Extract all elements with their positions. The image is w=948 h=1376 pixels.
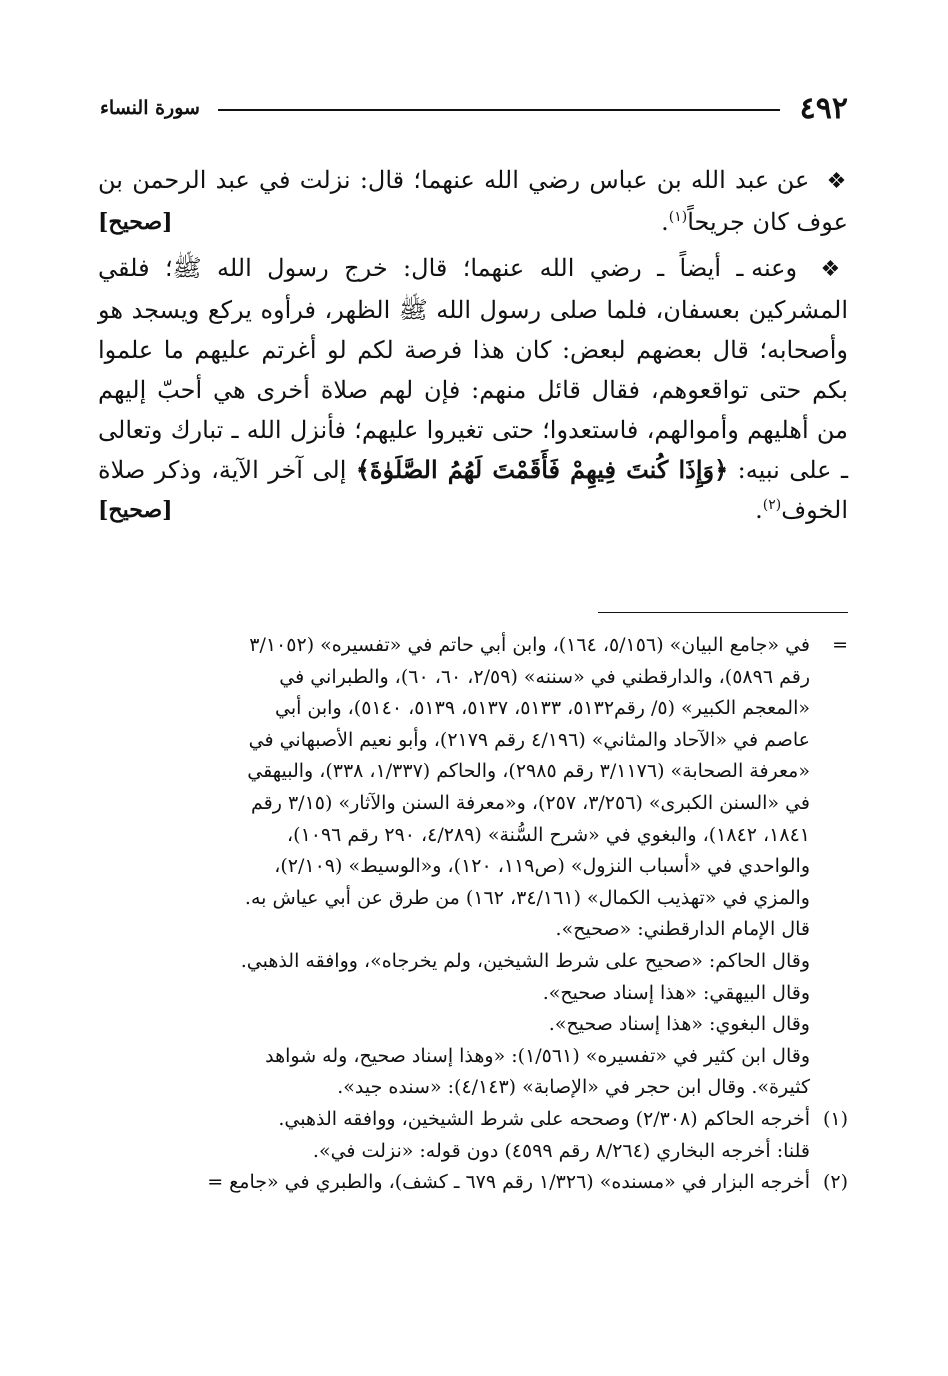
grade-label: [صحيح]	[98, 209, 173, 235]
footnote-line: قلنا: أخرجه البخاري (٨/٢٦٤ رقم ٤٥٩٩) دون قوله: «نزلت في».	[312, 1139, 810, 1162]
footnote-line: ١٨٤١، ١٨٤٢)، والبغوي في «شرح السُّنة» (٤/٢٨٩، ٢٩٠ رقم ١٠٩٦)،	[287, 823, 810, 846]
hadith-2-end: .	[755, 496, 763, 524]
footnote-line: رقم ٥٨٩٦)، والدارقطني في «سننه» (٢/٥٩، ٦٠، ٦٠)، والطبراني في	[279, 665, 810, 688]
footnote-line: عاصم في «الآحاد والمثاني» (٤/١٩٦ رقم ٢١٧٩)، وأبو نعيم الأصبهاني في	[248, 728, 810, 751]
footnote-line: والمزي في «تهذيب الكمال» (٣٤/١٦١، ١٦٢) من طرق عن أبي عياش به.	[244, 886, 810, 909]
footnote-1-marker: (١)	[822, 1107, 848, 1130]
footnote-line: كثيرة». وقال ابن حجر في «الإصابة» (٤/١٤٣): «سنده جيد».	[337, 1076, 810, 1099]
footnote-line: وقال ابن كثير في «تفسيره» (١/٥٦١): «وهذا إسناد صحيح، وله شواهد	[265, 1044, 810, 1067]
footnote-line: في «السنن الكبرى» (٣/٢٥٦، ٢٥٧)، و«معرفة السنن والآثار» (٣/١٥ رقم	[251, 791, 810, 814]
footnote-line: أخرجه البزار في «مسنده» (١/٣٢٦ رقم ٦٧٩ ـ كشف)، والطبري في «جامع =	[207, 1171, 810, 1194]
hadith-2	[98, 248, 848, 530]
quran-verse: ﴿وَإِذَا كُنتَ فِيهِمْ فَأَقَمْتَ لَهُمُ الصَّلَوٰةَ﴾	[355, 455, 729, 484]
hadith-1-end: .	[661, 208, 669, 236]
footnote-2-marker: (٢)	[822, 1171, 848, 1194]
page-number: ٤٩٢	[799, 90, 848, 126]
footnote-line: والواحدي في «أسباب النزول» (ص١١٩، ١٢٠)، و«الوسيط» (٢/١٠٩)،	[274, 855, 810, 878]
footnote-line: «معرفة الصحابة» (٣/١١٧٦ رقم ٢٩٨٥)، والحاكم (١/٣٣٧، ٣٣٨)، والبيهقي	[247, 760, 810, 783]
footnote-ref-1: (١)	[668, 209, 688, 225]
hadith-1-text: عن عبد الله بن عباس رضي الله عنهما؛ قال: نزلت في عبد الرحمن بن عوف كان جريحاً	[98, 166, 848, 236]
hadith-2-text: وعنه ـ أيضاً ـ رضي الله عنهما؛ قال: خرج رسول الله ﷺ؛ فلقي المشركين بعسفان، فلما صلى رسول الله ﷺ الظهر، فرأوه يركع ويسجد هو وأصحابه؛ قال بعضهم لبعض: كان هذا فرصة لكم لو أغرتم عليهم ما علموا بكم حتى تواقعوهم، فقال قائل منهم: فإن لهم صلاة أخرى هي أحبّ إليهم من أهليهم وأموالهم، فاستعدوا؛ حتى تغيروا عليهم؛ فأنزل الله ـ تبارك وتعالى ـ على نبيه:	[98, 254, 848, 484]
footnote-line: «المعجم الكبير» (٥/ رقم٥١٣٢، ٥١٣٣، ٥١٣٧، ٥١٣٩، ٥١٤٠)، وابن أبي	[274, 697, 810, 720]
bullet-icon: ❖	[820, 257, 849, 282]
footnote-1	[98, 1104, 848, 1167]
footnote-line: وقال البيهقي: «هذا إسناد صحيح».	[542, 981, 810, 1004]
header-rule	[218, 109, 780, 111]
surah-title: سورة النساء	[100, 97, 200, 119]
grade-label: [صحيح]	[98, 497, 173, 523]
footnote-ref-2: (٢)	[762, 497, 782, 513]
footnote-line: قال الإمام الدارقطني: «صحيح».	[555, 918, 810, 941]
hadith-2-text-end: إلى آخر الآية، وذكر صلاة الخوف	[98, 456, 848, 524]
footnote-continuation	[98, 630, 848, 914]
footnote-2	[98, 1167, 848, 1199]
page-header	[100, 88, 848, 128]
footnote-ibn-kathir	[98, 1041, 848, 1104]
footnote-line: وقال الحاكم: «صحيح على شرط الشيخين، ولم يخرجاه»، ووافقه الذهبي.	[240, 949, 810, 972]
hadith-1	[98, 160, 848, 242]
footnote-line: أخرجه الحاكم (٢/٣٠٨) وصححه على شرط الشيخين، ووافقه الذهبي.	[278, 1107, 810, 1130]
main-text	[98, 160, 848, 536]
footnote-line: وقال البغوي: «هذا إسناد صحيح».	[548, 1013, 810, 1036]
footnotes	[98, 630, 848, 1199]
continuation-marker: =	[832, 634, 848, 656]
bullet-icon: ❖	[826, 169, 848, 194]
footnote-line: في «جامع البيان» (٥/١٥٦، ١٦٤)، وابن أبي حاتم في «تفسيره» (٣/١٠٥٢	[249, 634, 810, 656]
footnote-separator	[598, 612, 848, 613]
